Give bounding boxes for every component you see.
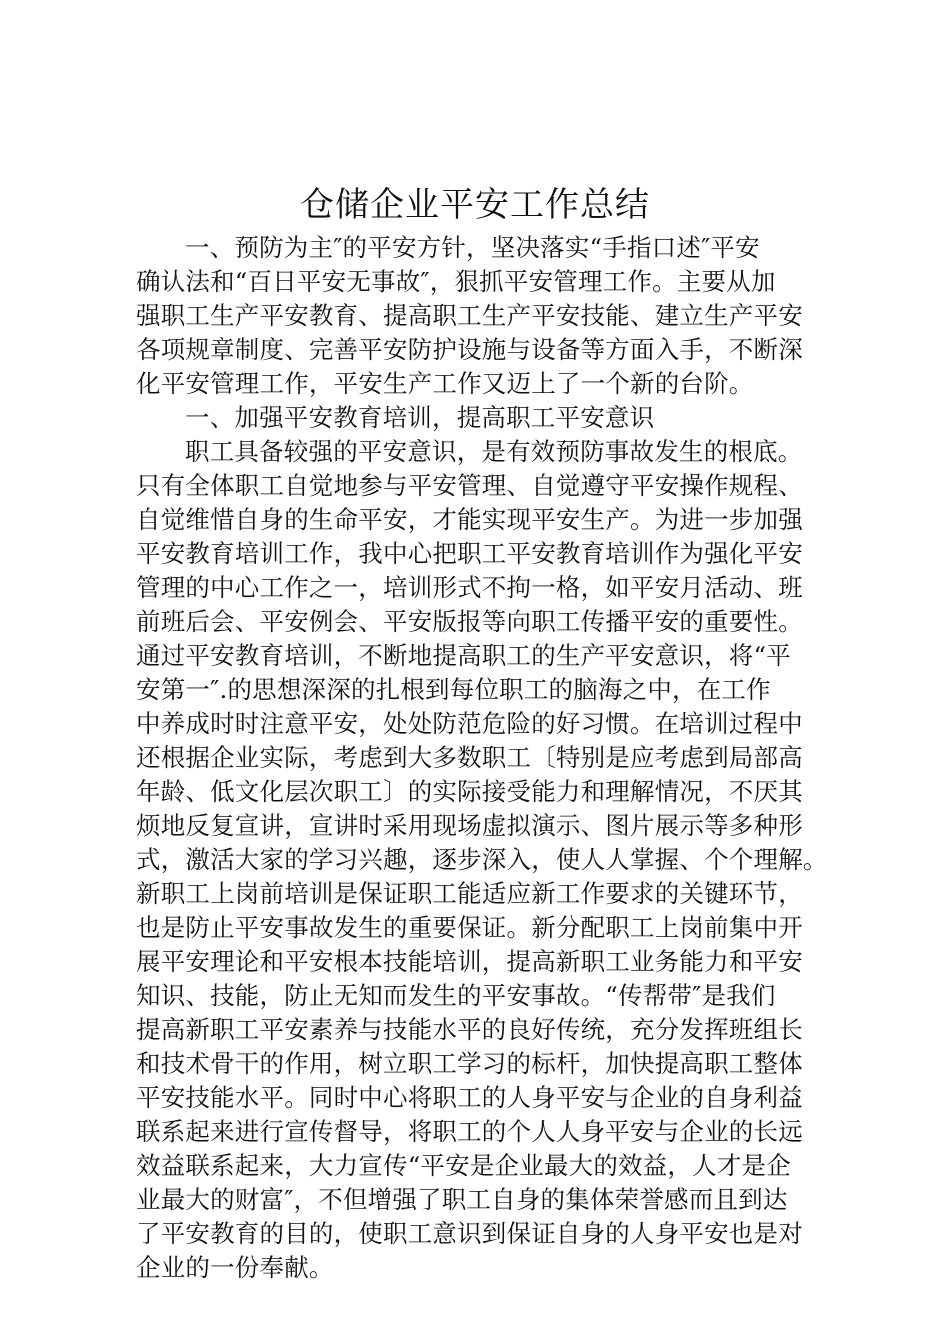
paragraph-line: 一、预防为主″的平安方针，坚决落实“手指口述″平安 [185, 233, 760, 262]
paragraph-line: 还根据企业实际，考虑到大多数职工〔特别是应考虑到局部高 [136, 743, 803, 772]
document-title: 仓储企业平安工作总结 [300, 185, 650, 225]
paragraph-line: 式，激活大家的学习兴趣，逐步深入，使人人掌握、个个理解。 [136, 845, 828, 874]
paragraph-line: 确认法和“百日平安无事故″，狠抓平安管理工作。主要从加 [136, 267, 776, 296]
paragraph-line: 各项规章制度、完善平安防护设施与设备等方面入手，不断深 [136, 335, 803, 364]
paragraph-line: 平安教育培训工作，我中心把职工平安教育培训作为强化平安 [136, 539, 803, 568]
paragraph-line: 强职工生产平安教育、提高职工生产平安技能、建立生产平安 [136, 301, 803, 330]
paragraph-line: 只有全体职工自觉地参与平安管理、自觉遵守平安操作规程、 [136, 471, 803, 500]
paragraph-line: 平安技能水平。同时中心将职工的人身平安与企业的自身利益 [136, 1083, 803, 1112]
paragraph-line: 展平安理论和平安根本技能培训，提高新职工业务能力和平安 [136, 947, 803, 976]
paragraph-line: 职工具备较强的平安意识，是有效预防事故发生的根底。 [185, 437, 803, 466]
paragraph-line: 了平安教育的目的，使职工意识到保证自身的人身平安也是对 [136, 1219, 803, 1248]
paragraph-line: 新职工上岗前培训是保证职工能适应新工作要求的关键环节， [136, 879, 803, 908]
paragraph-line: 烦地反复宣讲，宣讲时采用现场虚拟演示、图片展示等多种形 [136, 811, 803, 840]
paragraph-line: 也是防止平安事故发生的重要保证。新分配职工上岗前集中开 [136, 913, 803, 942]
paragraph-line: 自觉维惜自身的生命平安，才能实现平安生产。为进一步加强 [136, 505, 803, 534]
paragraph-line: 化平安管理工作，平安生产工作又迈上了一个新的台阶。 [136, 369, 754, 398]
paragraph-line: 业最大的财富″，不但增强了职工自身的集体荣誉感而且到达 [136, 1185, 788, 1214]
paragraph-line: 安第一″.的思想深深的扎根到每位职工的脑海之中，在工作 [136, 675, 771, 704]
paragraph-line: 年龄、低文化层次职工〕的实际接受能力和理解情况，不厌其 [136, 777, 803, 806]
document-body [136, 231, 836, 1285]
paragraph-line: 中养成时时注意平安，处处防范危险的好习惯。在培训过程中 [136, 709, 803, 738]
paragraph-line: 提高新职工平安素养与技能水平的良好传统，充分发挥班组长 [136, 1015, 803, 1044]
paragraph-line: 效益联系起来，大力宣传“平安是企业最大的效益，人才是企 [136, 1151, 791, 1180]
paragraph-line: 知识、技能，防止无知而发生的平安事故。“传帮带″是我们 [136, 981, 776, 1010]
paragraph-line: 企业的一份奉献。 [136, 1253, 334, 1282]
section-heading: 一、加强平安教育培训，提高职工平安意识 [185, 403, 655, 432]
paragraph-line: 和技术骨干的作用，树立职工学习的标杆，加快提高职工整体 [136, 1049, 803, 1078]
paragraph-line: 前班后会、平安例会、平安版报等向职工传播平安的重要性。 [136, 607, 803, 636]
paragraph-line: 通过平安教育培训，不断地提高职工的生产平安意识，将“平 [136, 641, 791, 670]
paragraph-line: 管理的中心工作之一，培训形式不拘一格，如平安月活动、班 [136, 573, 803, 602]
paragraph-line: 联系起来进行宣传督导，将职工的个人人身平安与企业的长远 [136, 1117, 803, 1146]
